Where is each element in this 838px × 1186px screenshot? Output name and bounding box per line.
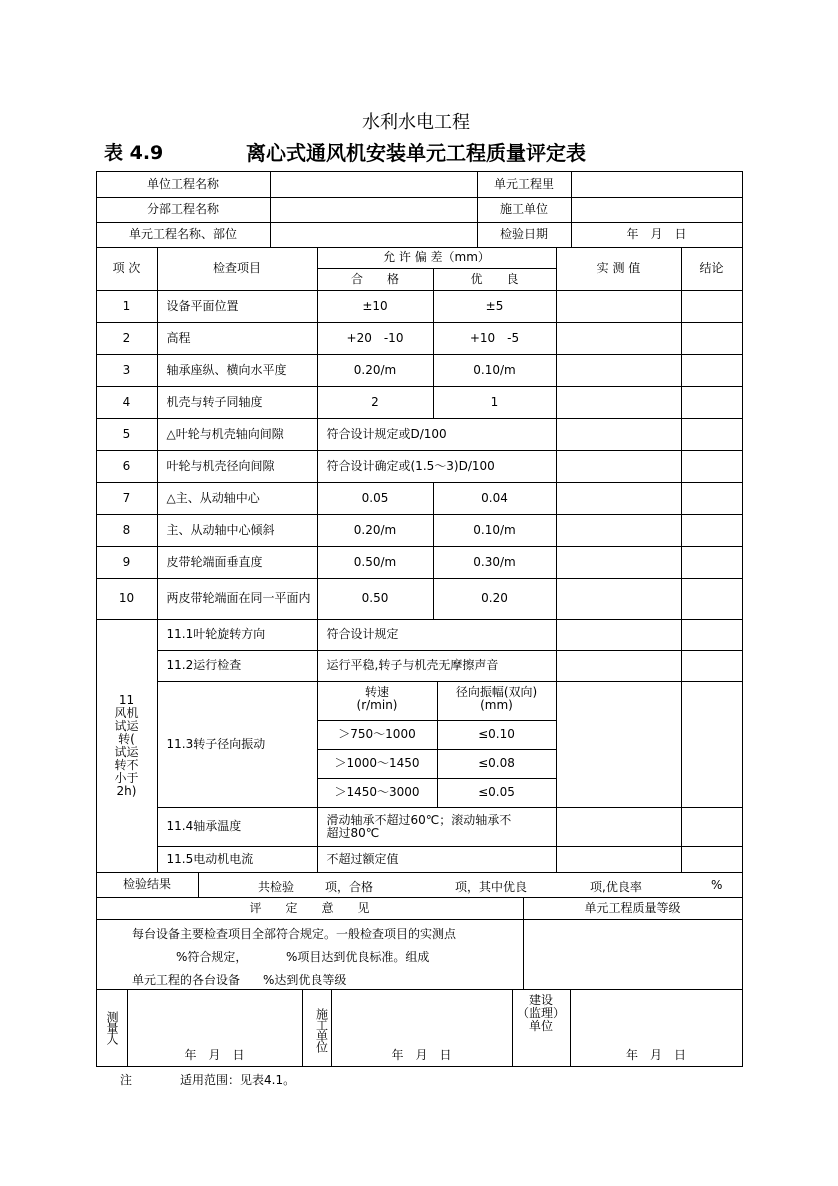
speed-header	[317, 681, 438, 721]
vibration-speed-text: ＞750～1000	[338, 727, 416, 741]
header-seq-text: 项 次	[112, 261, 141, 275]
label-sub-project	[96, 197, 271, 223]
label-unit-quantity	[477, 171, 572, 198]
row-item	[157, 386, 318, 419]
trial-requirement-text: 运行平稳,转子与机壳无摩擦声音	[326, 658, 499, 672]
label-inspect-date-text: 检验日期	[499, 227, 548, 241]
row-number	[96, 514, 158, 547]
label-contractor-text: 施工单位	[499, 202, 548, 216]
vibration-amplitude	[437, 749, 557, 779]
result-excellent: 项，其中优良	[455, 880, 528, 894]
row-qualified-text: 0.20/m	[353, 522, 397, 537]
row-excellent	[433, 354, 557, 387]
opinion-header	[96, 897, 524, 920]
header-tolerance-text: 允 许 偏 差（mm）	[383, 250, 490, 264]
row-excellent	[433, 322, 557, 355]
row-conclusion[interactable]	[681, 482, 743, 515]
header-measured	[556, 247, 682, 291]
row-number-text: 1	[122, 298, 131, 313]
trial-requirement-text: 滑动轴承不超过60℃；滚动轴承不 超过80℃	[326, 812, 512, 840]
opinion-line2b: %项目达到优良标准。组成	[286, 950, 430, 964]
row-item-text: 设备平面位置	[166, 298, 239, 313]
trial-conclusion[interactable]	[681, 619, 743, 651]
header-qualified-text: 合 格	[350, 271, 399, 286]
row-conclusion[interactable]	[681, 290, 743, 323]
header-qualified	[317, 268, 434, 291]
trial-run-label	[96, 619, 158, 873]
opinion-line2a: %符合规定，	[176, 950, 248, 964]
row-item-text: 机壳与转子同轴度	[166, 394, 263, 409]
row-number	[96, 418, 158, 451]
vibration-speed	[317, 778, 438, 808]
trial-measured-value[interactable]	[556, 619, 682, 651]
trial-requirement	[317, 846, 557, 873]
supervisor-sign-date-text: 年 月 日	[625, 1047, 686, 1062]
label-inspect-date	[477, 222, 572, 248]
row-qualified-text: 0.05	[361, 490, 389, 505]
row-number	[96, 290, 158, 323]
row-tolerance	[317, 450, 557, 483]
amplitude-header	[437, 681, 557, 721]
header-excellent-text: 优 良	[470, 271, 519, 286]
row-conclusion[interactable]	[681, 578, 743, 620]
row-qualified	[317, 386, 434, 419]
trial-conclusion[interactable]	[681, 681, 743, 808]
row-number	[96, 322, 158, 355]
trial-requirement-text: 不超过额定值	[326, 851, 399, 866]
header-item	[157, 247, 318, 291]
vibration-speed-text: ＞1000～1450	[334, 756, 420, 770]
header-seq	[96, 247, 158, 291]
field-inspect-date[interactable]	[571, 222, 743, 248]
header-item-text: 检查项目	[212, 261, 261, 275]
row-excellent	[433, 578, 557, 620]
trial-measured-value[interactable]	[556, 807, 682, 847]
row-item	[157, 514, 318, 547]
label-unit-project	[96, 171, 271, 198]
trial-item-text: 11.5电动机电流	[166, 851, 254, 866]
contractor-sign-label	[302, 989, 332, 1067]
note-text: 适用范围：见表4.1。	[180, 1073, 296, 1087]
row-item-text: △主、从动轴中心	[166, 490, 260, 505]
row-item-text: 主、从动轴中心倾斜	[166, 522, 275, 537]
row-item	[157, 482, 318, 515]
trial-item-text: 11.1叶轮旋转方向	[166, 627, 266, 641]
opinion-line3a: 单元工程的各台设备	[132, 973, 241, 987]
label-unit-project-text: 单位工程名称	[146, 176, 219, 191]
amplitude-header-text: 径向振幅(双向) (mm)	[455, 684, 538, 712]
trial-conclusion[interactable]	[681, 650, 743, 682]
contractor-sign-date[interactable]	[331, 989, 513, 1067]
grade-header-text: 单元工程质量等级	[584, 900, 681, 915]
result-label	[96, 872, 199, 898]
row-number-text: 4	[122, 394, 131, 409]
trial-measured-value[interactable]	[556, 846, 682, 873]
row-number	[96, 386, 158, 419]
vibration-amplitude-text: ≤0.05	[478, 785, 515, 799]
row-excellent-text: 0.10/m	[473, 522, 516, 537]
row-item	[157, 418, 318, 451]
row-excellent-text: 0.20	[481, 591, 508, 605]
trial-conclusion[interactable]	[681, 807, 743, 847]
row-number-text: 8	[122, 522, 131, 537]
trial-item	[157, 807, 318, 847]
row-item	[157, 546, 318, 579]
row-number-text: 7	[122, 490, 131, 505]
result-percent: %	[711, 878, 723, 892]
row-measured-value[interactable]	[556, 354, 682, 387]
row-item	[157, 290, 318, 323]
trial-requirement	[317, 619, 557, 651]
result-total: 共检验	[258, 880, 295, 894]
row-excellent-text: 0.30/m	[473, 554, 516, 569]
row-qualified-text: 0.20/m	[353, 362, 397, 377]
row-excellent	[433, 482, 557, 515]
header-conclusion-text: 结论	[699, 261, 724, 275]
vibration-amplitude-text: ≤0.10	[478, 727, 515, 741]
trial-run-label-text: 11 风机 试运 转( 试运 转不 小于 2h)	[114, 692, 139, 798]
row-qualified-text: 0.50	[361, 591, 389, 605]
row-excellent-text: +10 -5	[469, 330, 520, 345]
label-sub-project-text: 分部工程名称	[146, 202, 219, 216]
field-sub-project[interactable]	[270, 197, 478, 223]
row-item-text: 两皮带轮端面在同一平面内	[166, 591, 311, 605]
result-label-text: 检验结果	[122, 877, 171, 891]
row-excellent	[433, 514, 557, 547]
row-qualified	[317, 482, 434, 515]
row-item	[157, 322, 318, 355]
row-item-text: 轴承座纵、横向水平度	[166, 362, 287, 377]
row-qualified	[317, 290, 434, 323]
supervisor-sign-date[interactable]	[570, 989, 743, 1067]
surveyor-label-text: 测量人	[105, 1011, 119, 1044]
trial-requirement-text: 符合设计规定	[326, 627, 399, 641]
row-number-text: 9	[122, 554, 131, 569]
trial-item	[157, 619, 318, 651]
header-conclusion	[681, 247, 743, 291]
row-item-text: △叶轮与机壳轴向间隙	[166, 426, 284, 441]
row-measured-value[interactable]	[556, 546, 682, 579]
row-measured-value[interactable]	[556, 418, 682, 451]
row-qualified	[317, 322, 434, 355]
supervisor-label	[512, 989, 571, 1067]
row-excellent	[433, 290, 557, 323]
row-conclusion[interactable]	[681, 418, 743, 451]
row-qualified-text: +20 -10	[346, 330, 404, 345]
row-measured-value[interactable]	[556, 290, 682, 323]
row-excellent-text: 0.10/m	[473, 362, 516, 377]
trial-item	[157, 681, 318, 808]
row-measured-value[interactable]	[556, 578, 682, 620]
row-excellent-text: ±5	[485, 298, 504, 313]
trial-item-text: 11.3转子径向振动	[166, 736, 266, 751]
row-qualified-text: ±10	[362, 298, 388, 313]
trial-item-text: 11.4轴承温度	[166, 819, 242, 833]
surveyor-sign-date[interactable]	[127, 989, 303, 1067]
field-element-name[interactable]	[270, 222, 478, 248]
row-excellent	[433, 386, 557, 419]
vibration-amplitude-text: ≤0.08	[478, 756, 515, 770]
result-qualified: 项，合格	[325, 880, 374, 894]
row-tolerance-text: 符合设计确定或(1.5～3)D/100	[326, 458, 495, 473]
speed-header-text: 转速 (r/min)	[356, 684, 398, 712]
row-number-text: 10	[118, 591, 135, 605]
row-item-text: 高程	[166, 330, 191, 345]
trial-item	[157, 650, 318, 682]
row-measured-value[interactable]	[556, 386, 682, 419]
surveyor-label	[96, 989, 128, 1067]
vibration-speed	[317, 749, 438, 779]
row-qualified-text: 2	[371, 394, 379, 409]
row-conclusion[interactable]	[681, 546, 743, 579]
row-tolerance	[317, 418, 557, 451]
vibration-amplitude	[437, 720, 557, 750]
opinion-line3b: %达到优良等级	[263, 973, 347, 987]
vibration-speed-text: ＞1450～3000	[334, 785, 420, 799]
row-qualified	[317, 578, 434, 620]
row-number-text: 2	[122, 330, 131, 345]
row-number-text: 5	[122, 426, 131, 441]
header-measured-text: 实 测 值	[596, 261, 641, 275]
row-conclusion[interactable]	[681, 450, 743, 483]
label-contractor	[477, 197, 572, 223]
page-title: 离心式通风机安装单元工程质量评定表	[246, 141, 586, 165]
contractor-sign-date-text: 年 月 日	[391, 1047, 452, 1062]
label-element-name	[96, 222, 271, 248]
row-item	[157, 578, 318, 620]
row-item-text: 叶轮与机壳径向间隙	[166, 458, 275, 473]
field-unit-quantity[interactable]	[571, 171, 743, 198]
row-excellent-text: 0.04	[481, 490, 508, 505]
contractor-sign-label-text: 施工单位	[314, 1007, 329, 1052]
note-label: 注	[120, 1073, 133, 1087]
row-tolerance-text: 符合设计规定或D/100	[326, 426, 447, 441]
row-conclusion[interactable]	[681, 514, 743, 547]
result-rate: 项,优良率	[590, 880, 642, 894]
row-number	[96, 450, 158, 483]
row-qualified	[317, 354, 434, 387]
row-number	[96, 578, 158, 620]
opinion-header-text: 评 定 意 见	[249, 900, 370, 915]
row-conclusion[interactable]	[681, 322, 743, 355]
row-number	[96, 482, 158, 515]
row-item	[157, 450, 318, 483]
row-excellent-text: 1	[490, 394, 499, 409]
field-contractor[interactable]	[571, 197, 743, 223]
row-measured-value[interactable]	[556, 482, 682, 515]
vibration-amplitude	[437, 778, 557, 808]
trial-requirement	[317, 807, 557, 847]
trial-item-text: 11.2运行检查	[166, 658, 242, 672]
category-title: 水利水电工程	[362, 112, 470, 133]
row-measured-value[interactable]	[556, 514, 682, 547]
trial-requirement	[317, 650, 557, 682]
opinion-line1: 每台设备主要检查项目全部符合规定。一般检查项目的实测点	[132, 927, 457, 941]
row-number-text: 3	[122, 362, 131, 377]
trial-measured-value[interactable]	[556, 681, 682, 808]
row-number	[96, 546, 158, 579]
row-item-text: 皮带轮端面垂直度	[166, 554, 263, 569]
field-unit-project[interactable]	[270, 171, 478, 198]
row-measured-value[interactable]	[556, 450, 682, 483]
row-number-text: 6	[122, 458, 131, 473]
row-excellent	[433, 546, 557, 579]
table-number: 表 4.9	[104, 142, 164, 164]
row-item	[157, 354, 318, 387]
header-excellent	[433, 268, 557, 291]
trial-conclusion[interactable]	[681, 846, 743, 873]
supervisor-label-text: 建设 （监理） 单位	[516, 992, 565, 1033]
row-measured-value[interactable]	[556, 322, 682, 355]
header-tolerance	[317, 247, 557, 269]
grade-header	[523, 897, 743, 920]
row-number	[96, 354, 158, 387]
surveyor-sign-date-text: 年 月 日	[184, 1047, 245, 1062]
row-conclusion[interactable]	[681, 354, 743, 387]
row-qualified-text: 0.50/m	[353, 554, 397, 569]
vibration-speed	[317, 720, 438, 750]
row-qualified	[317, 546, 434, 579]
trial-item	[157, 846, 318, 873]
grade-field[interactable]	[523, 919, 743, 990]
row-qualified	[317, 514, 434, 547]
trial-measured-value[interactable]	[556, 650, 682, 682]
label-element-name-text: 单元工程名称、部位	[128, 227, 237, 241]
field-inspect-date-text: 年 月 日	[626, 227, 687, 241]
label-unit-quantity-text: 单元工程里	[493, 176, 554, 191]
row-conclusion[interactable]	[681, 386, 743, 419]
